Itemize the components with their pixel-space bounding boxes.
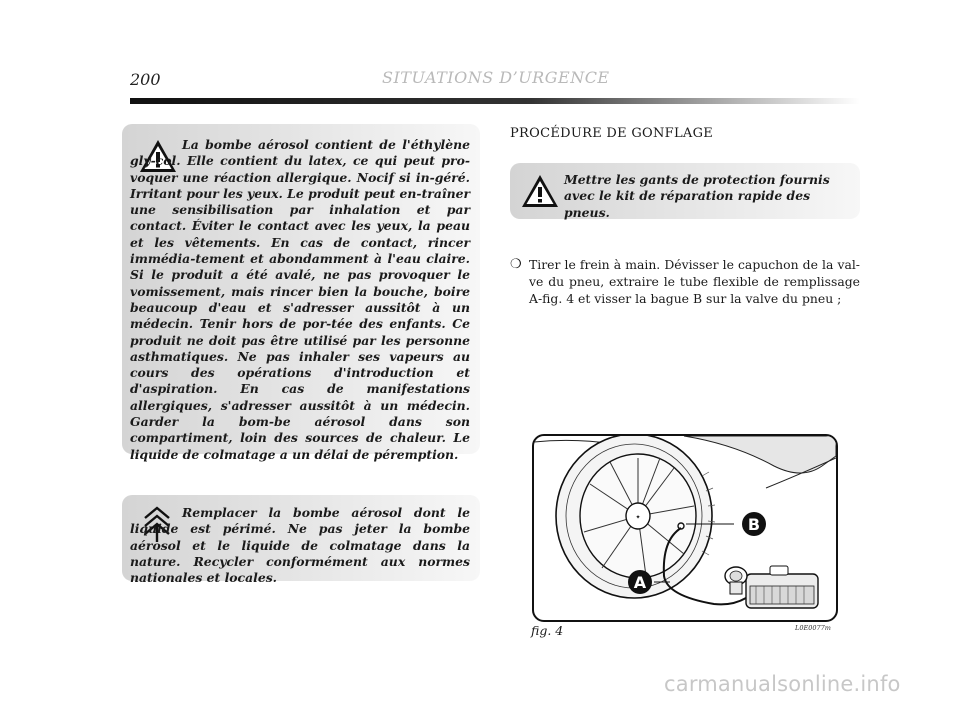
step-text: Tirer le frein à main. Dévisser le capuchon de la val-ve du pneu, extraire le tube flexible de remplissage A-fig. 4 et visser la bague B sur la valve du pneu ; [529, 257, 860, 306]
callout-a: A [633, 573, 647, 592]
callout-b: B [747, 515, 761, 534]
environment-note-text: Remplacer la bombe aérosol dont le liquide est périmé. Ne pas jeter la bombe aérosol et le liquide de colmatage dans la nature. Recycler conformément aux normes nationales et locales. [130, 505, 470, 586]
figure-illustration [532, 434, 838, 622]
step-bullet: ❍ [510, 257, 522, 272]
tire-inflation-drawing [534, 436, 836, 620]
section-title: SITUATIONS D’URGENCE [382, 68, 610, 87]
svg-text:✦: ✦ [635, 514, 641, 521]
procedure-title: PROCÉDURE DE GONFLAGE [510, 126, 714, 141]
gloves-warning-box [510, 163, 860, 219]
gloves-warning-text: Mettre les gants de protection fournis avec le kit de réparation rapide des pneus. [564, 172, 830, 220]
aerosol-warning-text: La bombe aérosol contient de l'éthylène gly-col. Elle contient du latex, ce qui peut pro-voquer une réaction allergique. Nocif si in-géré. Irritant pour les yeux. Le produit peut en-traîner une sensibilisation par inhalation et par contact. Éviter le contact avec les yeux, la peau et les vêtements. En cas de contact, rincer immédia-tement et abondamment à l'eau claire. Si le produit a été avalé, ne pas provoquer le vomissement, mais rincer bien la bouche, boire beaucoup d'eau et s'adresser aussitôt à un médecin. Tenir hors de por-tée des enfants. Ce produit ne doit pas être utilisé par les personne asthmatiques. Ne pas inhaler ses vapeurs au cours des opérations d'introduction et d'aspiration. En cas de manifestations allergiques, s'adresser aussitôt à un médecin. Garder la bom-be aérosol dans son compartiment, loin des sources de chaleur. Le liquide de colmatage a un délai de péremption. [130, 137, 470, 462]
watermark: carmanualsonline.info [664, 672, 901, 696]
warning-triangle-icon [520, 173, 560, 209]
page-number: 200 [130, 70, 161, 89]
figure-caption: fig. 4 [531, 623, 564, 638]
procedure-step [510, 256, 860, 307]
header-rule [130, 98, 860, 104]
aerosol-warning-box [122, 124, 480, 462]
environment-note-box [122, 495, 480, 586]
figure-code: L0E0077m [795, 624, 831, 632]
